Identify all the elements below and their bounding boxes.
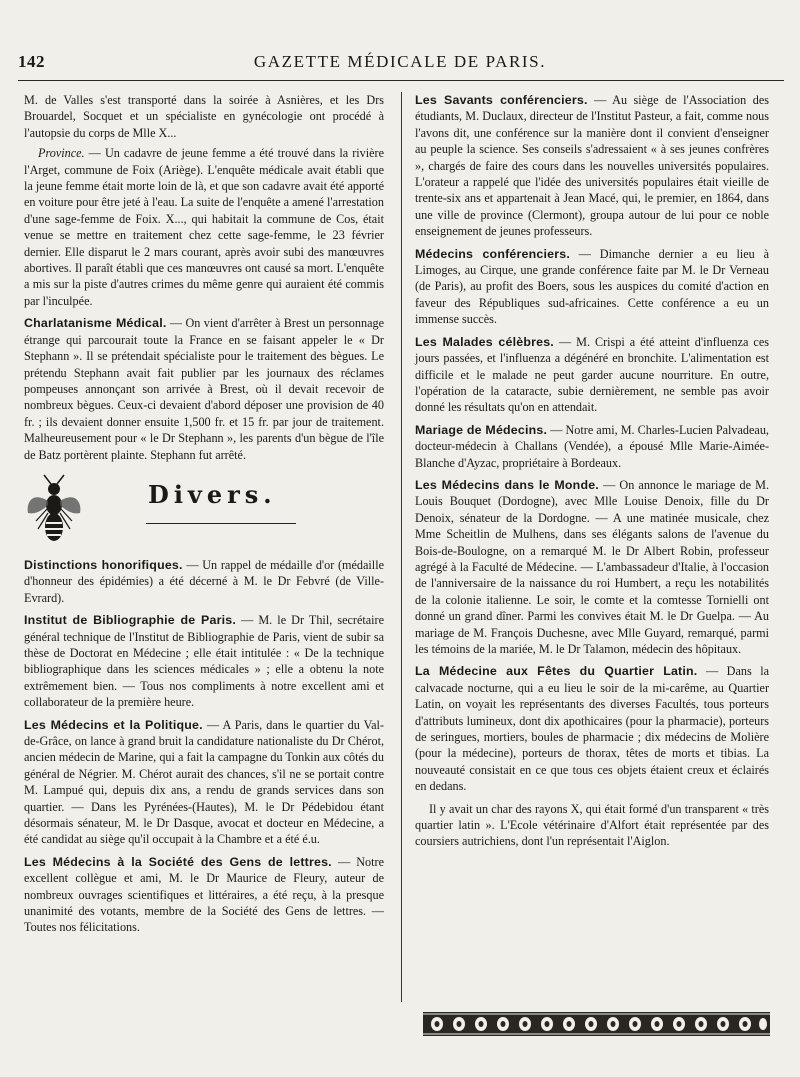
text-quartier: — Dans la calvacade nocturne, qui a eu lieu le soir de la mi-carême, au Quartier Latin, on voyait les représentants des diverses Facultés, tous porteurs d'attributs lumineux, dont dix apothicaires (pour la pharmacie), porteurs de seringues, mortiers, boules de pharmacie ; dix médecins de Molière (pour la médecine), porteurs de thorax, têtes de morts et tibias. La nouveauté consistait en ce que tous ces objets étaient creux et éclairés en dedans. [415,664,770,794]
article-distinctions [24,557,384,606]
article-politique [24,717,384,848]
heading-mariage: Mariage de Médecins. [415,422,548,437]
heading-quartier: La Médecine aux Fêtes du Quartier Latin. [415,664,698,679]
text-charlatanisme: — On vient d'arrêter à Brest un personnage étrange qui parcourait toute la France en se faisant appeler le « Dr Stephann ». Il se prétendait spécialiste pour le traitement des bègues. Le prétendu Stephann avait fait publier par les journaux des réclames pompeuses annonçant son arrivée à Brest, où il devait recevoir de nombreux bègues. Ceux-ci devaient d'abord déposer une provision de 40 fr. ; ils devaient donner ensuite 1,500 fr. et 15 fr. par jour de traitement. Malheureusement pour « le Dr Stephann », les parents d'un bègue de l'île de Batz portèrent plainte. Stephann fut arrêté. [24,316,385,462]
paragraph-province [24,145,384,309]
header-rule [18,80,784,81]
text-monde: — On annonce le mariage de M. Louis Bouquet (Dordogne), avec Mlle Louise Denoix, fille du Dr Denoix, sénateur de la Dordogne. — A une matinée musicale, chez Mme Scheitlin de Mulhens, dans ses élégants salons de l'avenue du Bois-de-Boulogne, on a remarqué M. le Dr Albert Robin, professeur agrégé à la Faculté de Médecine. — L'ambassadeur d'Italie, à l'occasion de l'anniversaire de la naissance du roi Humbert, a reçu les notabilités de la colonie italienne. Le soir, le comte et la comtesse Tornielli ont donné un grand dîner. Parmi les convives était M. le Dr Guelpa. — Au mariage de M. François Duchesne, avec Mlle Guyard, remarqué, parmi les témoins de la mariée, M. le Dr Talamon, médecin des hôpitaux. [415,477,769,656]
province-text: — Un cadavre de jeune femme a été trouvé dans la rivière l'Arget, commune de Foix (Ariège). L'enquête médicale avait établi que la jeune femme était morte loin de là, et que son cadavre avait été apporté en voiture pour être jeté à l'eau. La suite de l'enquête a amené l'arrestation d'une sage-femme de Foix. X..., qui habitait la commune de Cos, était venue se mettre en traitement chez cette sage-femme, le 23 février dernier. Elle disparut le 2 mars courant, après avoir subi des manœuvres abortives. Il paraît établi que ces manœuvres ont causé sa mort. L'enquête a mis sur la piste d'autres crimes du même genre qui auraient été commis par l'inculpée. [24,146,384,308]
article-malades [415,334,769,416]
article-societe [24,854,384,936]
page-header [0,52,800,78]
left-column [24,92,384,942]
heading-societe: Les Médecins à la Société des Gens de lettres. [24,854,332,869]
heading-medconf: Médecins conférenciers. [415,246,570,261]
heading-institut: Institut de Bibliographie de Paris. [24,613,237,628]
article-savants [415,92,769,240]
divers-section-header [24,473,384,547]
text-distinctions: — Un rappel de médaille d'or (médaille d'honneur des épidémies) a été décerné à M. le Dr Febvré (de Ville-Evrard). [24,557,384,605]
heading-malades: Les Malades célèbres. [415,334,554,349]
article-medconf [415,246,769,328]
paragraph-autopsie: M. de Valles s'est transporté dans la soirée à Asnières, et les Drs Brouardel, Socquet et un spécialiste en gynécologie ont procédé à l'autopsie du corps de Mlle X... [24,93,384,140]
article-quartier [415,663,769,794]
province-label: Province. [38,146,85,161]
text-savants: — Au siège de l'Association des étudiants, M. Duclaux, directeur de l'Institut Pasteur, a fait, comme nous l'avons dit, une conférence sur la manière dont il convient d'enseigner au peuple la science. Ses conseils s'adressaient « à ses jeunes confrères », chargés de faire des cours dans les nouvelles universités populaires. L'orateur a rappelé que l'idée des universités populaires était vieille de trente-six ans et appartenait à Jean Macé, qui, le premier, en 1864, dans une ville de province (Clermont), groupa autour de lui pour ce noble enseignement de jeunes professeurs. [415,93,770,239]
heading-savants: Les Savants conférenciers. [415,93,588,107]
article-monde [415,477,769,657]
text-politique: — A Paris, dans le quartier du Val-de-Grâce, on lance à grand bruit la candidature nationaliste du Dr Chérot, ancien médecin de Marine, qui a fait la campagne du Tonkin aux côtés du général de Négrier. M. Chérot aurait des chances, s'il ne se portait contre M. Lampué qui, depuis dix ans, a rendu de grands services dans son quartier. — Dans les Pyrénées-(Hautes), M. le Dr Pédebidou étant désormais sénateur, M. le Dr Dasque, avocat et docteur en Médecine, a été candidat au siège qu'il occupait à la Chambre et a été é.u. [24,717,384,847]
heading-monde: Les Médecins dans le Monde. [415,477,599,492]
journal-title: GAZETTE MÉDICALE DE PARIS. [253,52,547,71]
divers-rule [146,523,296,524]
text-medconf: — Dimanche dernier a eu lieu à Limoges, au Cirque, une grande conférence faite par M. le Dr Verneau (de Paris), au profit des Boers, sous les auspices du comité d'action en faveur des Républiques sud-africaines. Cette conférence a eu un immense succès. [415,246,769,327]
text-societe: — Notre excellent collègue et ami, M. le Dr Maurice de Fleury, auteur de nombreux ouvrages scientifiques et littéraires, a été reçu, à la presque unanimité des votants, membre de la Société des Gens de lettres. — Toutes nos félicitations. [24,854,384,935]
right-column [415,92,769,854]
ornament-band [423,1012,770,1036]
article-institut [24,612,384,710]
text-malades: — M. Crispi a été atteint d'influenza ces jours passées, et l'influenza a dégénéré en bronchite. L'alimentation est difficile et le malade ne peut garder aucune nourriture. En outre, l'opération de la cataracte, subie dernièrement, ne semble pas avoir donné les résultats qu'on en attendait. [415,334,769,415]
heading-charlatanisme: Charlatanisme Médical. [24,316,167,331]
paragraph-quartier-2: Il y avait un char des rayons X, qui était formé d'un transparent « très quartier latin ». L'Ecole vétérinaire d'Alfort était représentée par des coursiers autrichiens, dont l'un représentait l'Aiglon. [415,801,769,849]
heading-distinctions: Distinctions honorifiques. [24,557,183,572]
article-charlatanisme [24,315,384,463]
page-number: 142 [18,52,45,71]
text-mariage: — Notre ami, M. Charles-Lucien Palvadeau, docteur-médecin à Challans (Vendée), a épousé Mlle Marie-Aimée-Blanche d'Ayzac, propriétaire à Bordeaux. [415,422,769,470]
divers-title: Divers. [148,479,277,509]
heading-politique: Les Médecins et la Politique. [24,717,203,732]
bee-icon [24,473,84,545]
text-institut: — M. le Dr Thil, secrétaire général technique de l'Institut de Bibliographie de Paris, vient de subir sa thèse de Doctorat en Médecine ; elle était intitulée : « De la technique bibliographique dans les sciences médicales » ; elle a obtenu la note extrêmement bien. — Tous nos compliments à notre excellent ami et collaborateur de la première heure. [24,613,384,710]
column-divider [401,92,402,1002]
article-mariage [415,422,769,471]
